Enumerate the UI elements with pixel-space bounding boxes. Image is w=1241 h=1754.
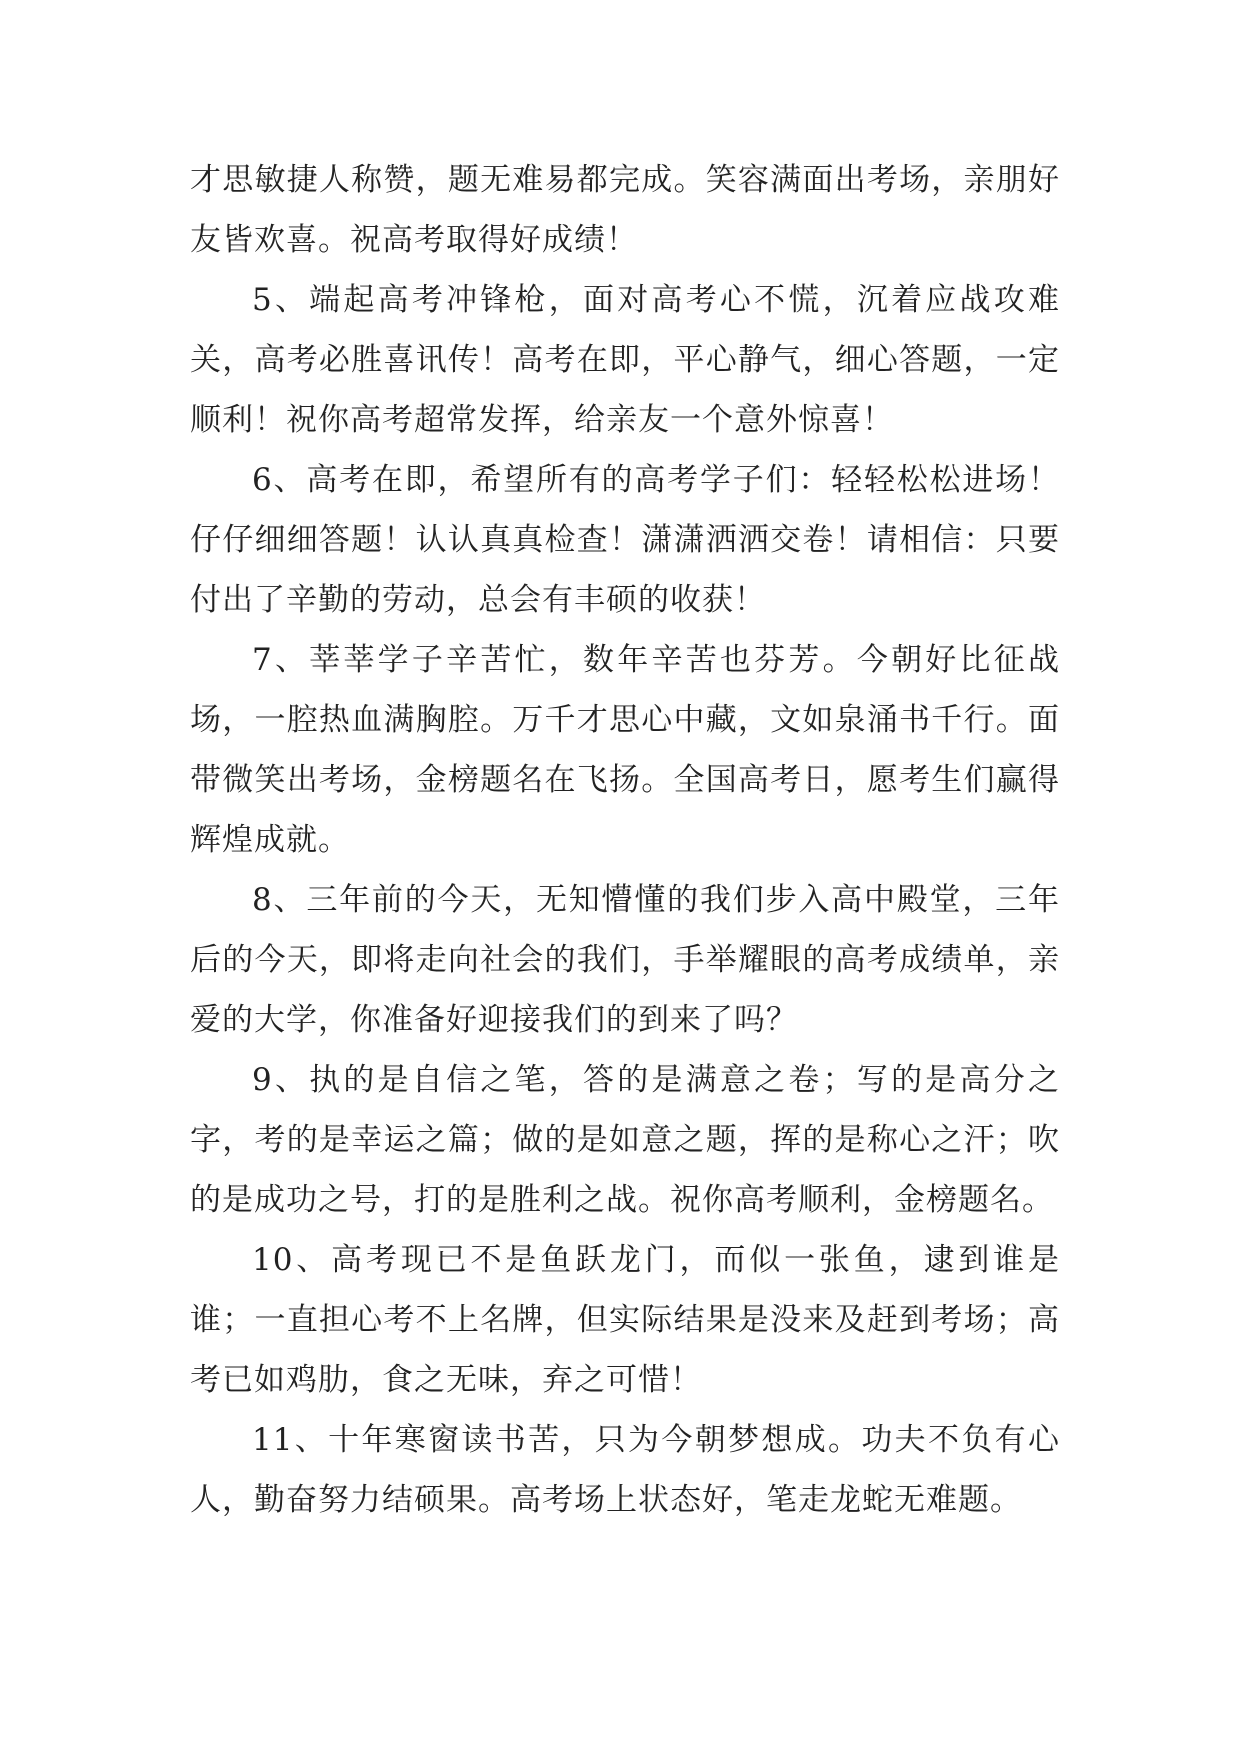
paragraph: 6、高考在即，希望所有的高考学子们：轻轻松松进场！仔仔细细答题！认认真真检查！潇潇洒洒交卷！请相信：只要付出了辛勤的劳动，总会有丰硕的收获！ (190, 462, 1060, 618)
paragraph: 才思敏捷人称赞，题无难易都完成。笑容满面出考场，亲朋好友皆欢喜。祝高考取得好成绩！ (190, 162, 1060, 258)
paragraph: 11、十年寒窗读书苦，只为今朝梦想成。功夫不负有心人，勤奋努力结硕果。高考场上状态好，笔走龙蛇无难题。 (190, 1422, 1060, 1518)
paragraph: 7、莘莘学子辛苦忙，数年辛苦也芬芳。今朝好比征战场，一腔热血满胸腔。万千才思心中藏，文如泉涌书千行。面带微笑出考场，金榜题名在飞扬。全国高考日，愿考生们赢得辉煌成就。 (190, 642, 1060, 858)
paragraph: 8、三年前的今天，无知懵懂的我们步入高中殿堂，三年后的今天，即将走向社会的我们，手举耀眼的高考成绩单，亲爱的大学，你准备好迎接我们的到来了吗？ (190, 882, 1060, 1038)
paragraph: 9、执的是自信之笔，答的是满意之卷；写的是高分之字，考的是幸运之篇；做的是如意之题，挥的是称心之汗；吹的是成功之号，打的是胜利之战。祝你高考顺利，金榜题名。 (190, 1062, 1060, 1218)
paragraph: 10、高考现已不是鱼跃龙门，而似一张鱼，逮到谁是谁；一直担心考不上名牌，但实际结果是没来及赶到考场；高考已如鸡肋，食之无味，弃之可惜！ (190, 1242, 1060, 1398)
document-body (190, 150, 1060, 1530)
paragraph: 5、端起高考冲锋枪，面对高考心不慌，沉着应战攻难关，高考必胜喜讯传！高考在即，平心静气，细心答题，一定顺利！祝你高考超常发挥，给亲友一个意外惊喜！ (190, 282, 1060, 438)
